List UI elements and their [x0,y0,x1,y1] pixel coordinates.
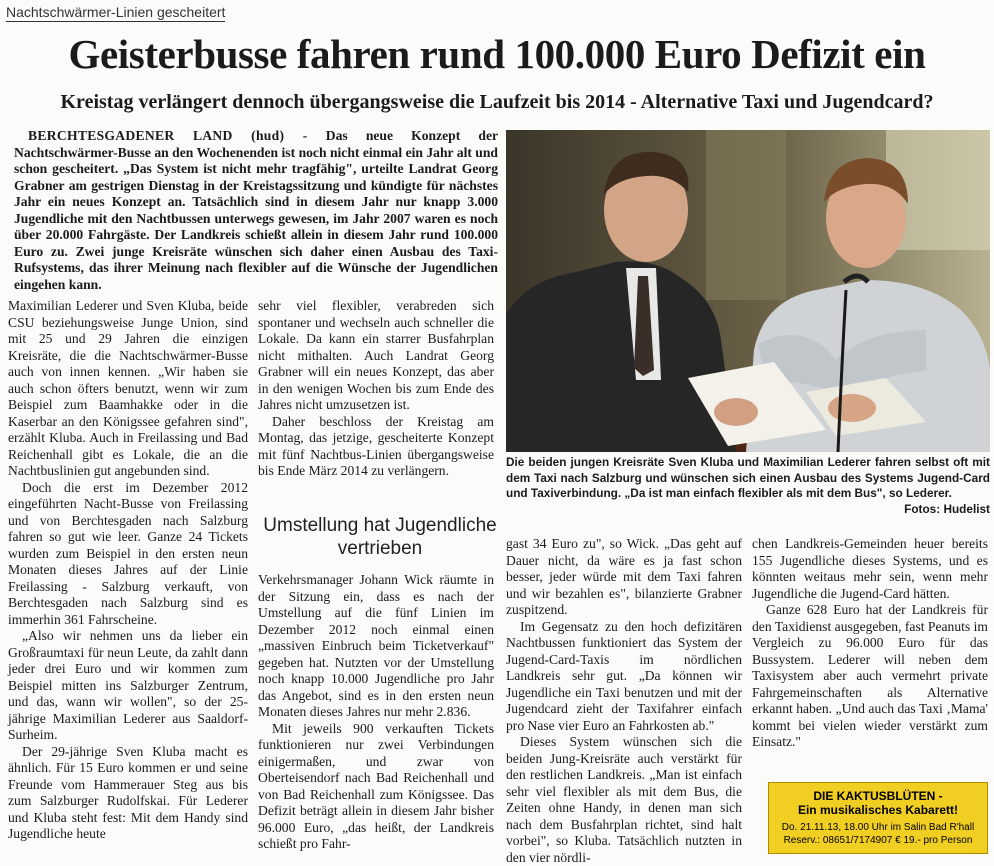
paragraph: Daher beschloss der Kreistag am Montag, das jetzige, gescheiterte Konzept mit fünf Nachtbus-Linien übergangsweise bis Ende März 2014 zu verlängern. [258,413,494,478]
column-3 [506,536,742,866]
ad-date-line: Do. 21.11.13, 18.00 Uhr im Salin Bad R'hall [781,822,975,833]
photo-credit: Fotos: Hudelist [904,501,990,516]
paragraph: Dieses System wünschen sich die beiden Jung-Kreisräte auch verstärkt für den restlichen Landkreis. „Man ist einfach sehr viel flexibler als mit dem Bus, die Zeiten ohne Handy, in denen man sich nach dem Busfahrplan richtet, sind halt vorbei", so Kluba. Tatsächlich nutzten in den vier nördli- [506,734,742,865]
ad-subtitle: Ein musikalisches Kabarett! [797,803,959,817]
caption-text: Die beiden jungen Kreisräte Sven Kluba und Maximilian Lederer fahren selbst oft mit dem Taxi nach Salzburg und wünschen sich einen Ausbau des Systems Jugend-Card und Taxiverbindung. „Da ist man einfach flexibler als mit dem Bus", so Lederer. [506,455,990,500]
paragraph: Im Gegensatz zu den hoch defizitären Nachtbussen funktioniert das System der Jugend-Card-Taxis im nördlichen Landkreis sehr gut. „Da können wir Jugendliche ein Taxi benutzen und mit der Jugendcard zieht der Taxifahrer einfach pro Nase vier Euro an Fahrkosten ab." [506,618,742,733]
column-4 [752,536,988,751]
paragraph: sehr viel flexibler, verabreden sich spontaner und wechseln auch schneller die Lokale. Da kann ein starrer Busfahrplan nicht mithalten. Auch Landrat Georg Grabner will ein neues Konzept, das aber in den wenigen Wochen bis zum Ende des Jahres nicht umzusetzen ist. [258,298,494,412]
paragraph: „Also wir nehmen uns da lieber ein Großraumtaxi für neun Leute, da zahlt dann jeder drei Euro und wir kommen zum Beispiel mitten ins Salzburger Zentrum, und das, wann wir wollen", so der 25-jährige Maximilian Lederer aus Saaldorf-Surheim. [8,628,248,742]
crosshead: Umstellung hat Jugendliche vertrieben [263,515,497,559]
ad-title: DIE KAKTUSBLÜTEN - [813,789,943,803]
column-1 [8,298,248,843]
news-photo [506,130,990,452]
dateline: BERCHTESGADENER LAND (hud) - [28,128,308,143]
event-advertisement [768,782,988,854]
subhead: Kreistag verlängert dennoch übergangsweise die Laufzeit bis 2014 - Alternative Taxi und Jugendcard? [60,91,934,113]
paragraph: Verkehrsmanager Johann Wick räumte in der Sitzung ein, dass es nach der Umstellung auf die fünf Linien im Dezember 2012 noch einmal einen „massiven Einbruch beim Ticketverkauf" gegeben hat. Nutzten vor der Umstellung noch knapp 10.000 Jugendliche pro Jahr das Angebot, sind es in den ersten neun Monaten dieses Jahres nur mehr 2.836. [258,572,494,719]
lead-block [14,128,498,293]
lead-paragraph [14,128,498,293]
column-2-bottom [258,572,494,853]
paragraph: Maximilian Lederer und Sven Kluba, beide CSU beziehungsweise Junge Union, sind mit 25 und 29 Jahren die einzigen Kreisräte, die die Nachtschwärmer-Busse auch von innen kennen. „Wir haben sie auch schon öfters benutzt, wenn wir zum Beispiel zum Baamhakke oder in die Kaserbar an den Königssee gefahren sind", erzählt Kluba. Auch in Freilassing und Bad Reichenhall gibt es Lokale, die an die Nachtbuslinien gut angebunden sind. [8,298,248,478]
kicker: Nachtschwärmer-Linien gescheitert [6,4,226,20]
paragraph: Doch die erst im Dezember 2012 eingeführten Nacht-Busse von Freilassing und von Berchtesgaden nach Salzburg fahren so gut wie leer. Ganze 24 Tickets wurden zum Beispiel in den ersten neun Monaten dieses Jahres auf der Linie Freilassing - Salzburg verkauft, von Berchtesgaden nach Salzburg sind es immerhin 361 Fahrscheine. [8,479,248,627]
paragraph: Mit jeweils 900 verkauften Tickets funktionieren nur zwei Verbindungen einigermaßen, und zwar von Oberteisendorf nach Bad Reichenhall und von Bad Reichenhall zum Königssee. Das Defizit beträgt allein in diesem Jahr bisher 96.000 Euro, „das heißt, der Landkreis schießt pro Fahr- [258,720,494,851]
photo-two-councillors [506,130,990,452]
paragraph: gast 34 Euro zu", so Wick. „Das geht auf Dauer nicht, da wäre es ja fast schon besser, jeder würde mit dem Taxi fahren und wir bezahlen es", bilanzierte Grabner zuspitzend. [506,536,742,617]
paragraph: chen Landkreis-Gemeinden heuer bereits 155 Jugendliche dieses Systems, und es könnten weitaus mehr sein, wenn mehr Jugendliche die Jugend-Card hätten. [752,536,988,601]
ad-reservation-line: Reserv.: 08651/7174907 € 19.- pro Person [783,835,973,846]
ad-details [769,821,987,847]
lead-text: Das neue Konzept der Nachtschwärmer-Busse an den Wochenenden ist noch nicht einmal ein Jahr alt und schon gescheitert. „Das System ist nicht mehr tragfähig", urteilte Landrat Georg Grabner am gestrigen Dienstag in der Kreistagssitzung und kündigte für nächstes Jahr ein neues Konzept an. Tatsächlich sind in diesem Jahr nur knapp 3.000 Jugendliche mit den Nachtbussen unterwegs gewesen, im Jahr 2007 waren es noch über 20.000 Fahrgäste. Der Landkreis schießt allein in diesem Jahr rund 100.000 Euro zu. Zwei junge Kreisräte wünschen sich daher einen Ausbau des Taxi-Rufsystems, das ihrer Meinung nach flexibler auf die Wünsche der Jugendlichen eingehen kann. [14,128,499,292]
paragraph: Ganze 628 Euro hat der Landkreis für den Taxidienst ausgegeben, fast Peanuts im Vergleich zu 96.000 Euro für das Bussystem. Lederer will neben dem Taxisystem aber auch vermehrt private Fahrgemeinschaften als Alternative erkannt haben. „Und auch das Taxi ‚Mama' kommt bei vielen wieder verstärkt zum Einsatz." [752,602,988,749]
headline: Geisterbusse fahren rund 100.000 Euro Defizit ein [68,31,926,77]
column-2-top [258,298,494,480]
paragraph: Der 29-jährige Sven Kluba macht es ähnlich. Für 15 Euro kommen er und seine Freunde vom Hammerauer Steg aus bis zum Salzburger Rudolfskai. Für Lederer und Kluba steht fest: Mit dem Handy sind Jugendliche heute [8,743,248,841]
photo-caption [506,455,990,517]
